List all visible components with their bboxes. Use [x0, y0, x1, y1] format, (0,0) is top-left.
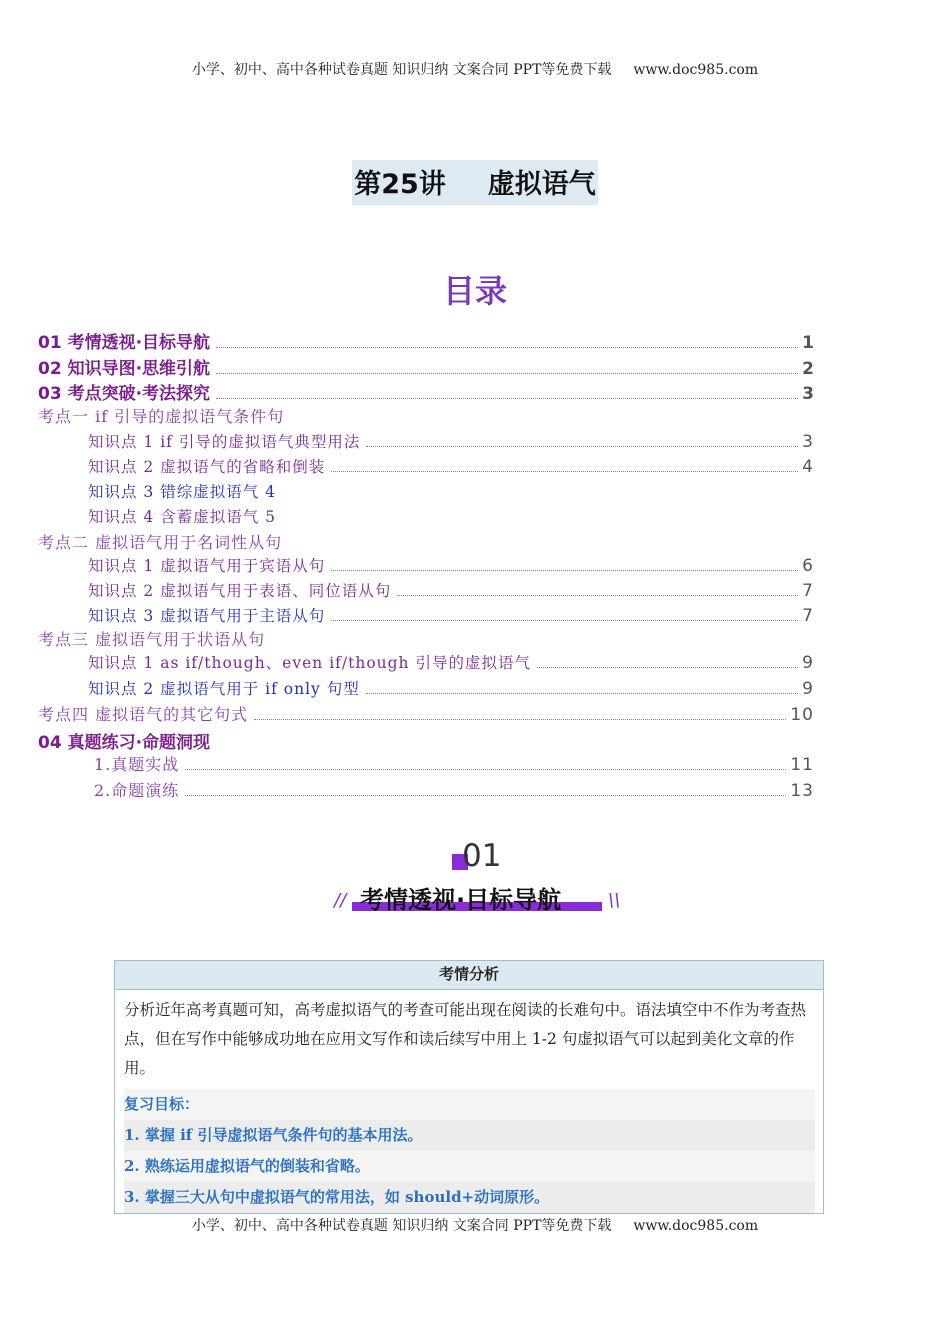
toc-entry[interactable]: 考点二 虚拟语气用于名词性从句: [38, 533, 283, 552]
section-number-text: 01: [462, 838, 502, 874]
lecture-number: 第25讲: [354, 169, 446, 200]
lecture-title: [0, 160, 950, 205]
toc-entry[interactable]: 03 考点突破·考法探究 3: [38, 384, 814, 404]
toc-entry[interactable]: 考点一 if 引导的虚拟语气条件句: [38, 407, 285, 426]
analysis-body: 分析近年高考真题可知，高考虚拟语气的考查可能出现在阅读的长难句中。语法填空中不作为考查热点，但在写作中能够成功地在应用文写作和读后续写中用上 1-2 句虚拟语气可以起到美化文章的作用。: [124, 1001, 807, 1077]
toc-entry[interactable]: 知识点 1 虚拟语气用于宾语从句 6: [88, 556, 814, 576]
section-number: [452, 838, 512, 878]
footer-text: 小学、初中、高中各种试卷真题 知识归纳 文案合同 PPT等免费下载: [191, 1218, 612, 1234]
toc-entry[interactable]: 02 知识导图·思维引航 2: [38, 359, 814, 379]
toc-entry[interactable]: 知识点 1 as if/though、even if/though 引导的虚拟语气 9: [88, 653, 814, 673]
toc-entry[interactable]: 04 真题练习·命题洞现: [38, 733, 211, 753]
toc-entry[interactable]: 01 考情透视·目标导航 1: [38, 333, 814, 353]
toc-entry[interactable]: 考点四 虚拟语气的其它句式 10: [38, 705, 814, 725]
goal-item: 1. 掌握 if 引导虚拟语气条件句的基本用法。: [124, 1120, 815, 1151]
page-header: [0, 59, 950, 79]
slash-left-icon: //: [334, 890, 347, 911]
title-highlight: [352, 160, 598, 205]
goals-title: 复习目标：: [124, 1095, 200, 1113]
goal-item: 2. 熟练运用虚拟语气的倒装和省略。: [124, 1157, 370, 1175]
toc-entry[interactable]: 知识点 1 if 引导的虚拟语气典型用法 3: [88, 432, 814, 452]
toc-entry[interactable]: 1.真题实战 11: [94, 755, 814, 775]
toc-entry[interactable]: 考点三 虚拟语气用于状语从句: [38, 630, 266, 649]
header-text: 小学、初中、高中各种试卷真题 知识归纳 文案合同 PPT等免费下载: [191, 62, 612, 78]
toc-entry[interactable]: 知识点 2 虚拟语气的省略和倒装 4: [88, 457, 814, 477]
analysis-box: [114, 960, 824, 1214]
toc-entry[interactable]: 知识点 3 虚拟语气用于主语从句 7: [88, 606, 814, 626]
toc-heading: 目录: [442, 272, 507, 310]
analysis-heading: 考情分析: [115, 961, 823, 990]
header-url[interactable]: www.doc985.com: [633, 62, 759, 78]
lecture-topic: 虚拟语气: [487, 169, 596, 200]
section-title: 考情透视·目标导航: [360, 886, 562, 914]
review-goals: [124, 1089, 815, 1213]
page-footer: [0, 1215, 950, 1235]
toc-entry[interactable]: 知识点 2 虚拟语气用于表语、同位语从句 7: [88, 581, 814, 601]
footer-url[interactable]: www.doc985.com: [633, 1218, 759, 1234]
slash-right-icon: \\: [608, 890, 621, 911]
toc-entry[interactable]: 2.命题演练 13: [94, 781, 814, 801]
goal-item: 3. 掌握三大从句中虚拟语气的常用法，如 should+动词原形。: [124, 1182, 815, 1213]
toc-entry[interactable]: 知识点 3 错综虚拟语气 4: [88, 483, 277, 501]
toc-entry[interactable]: 知识点 4 含蓄虚拟语气 5: [88, 508, 277, 526]
toc-entry[interactable]: 知识点 2 虚拟语气用于 if only 句型 9: [88, 679, 814, 699]
section-banner: [334, 878, 624, 914]
